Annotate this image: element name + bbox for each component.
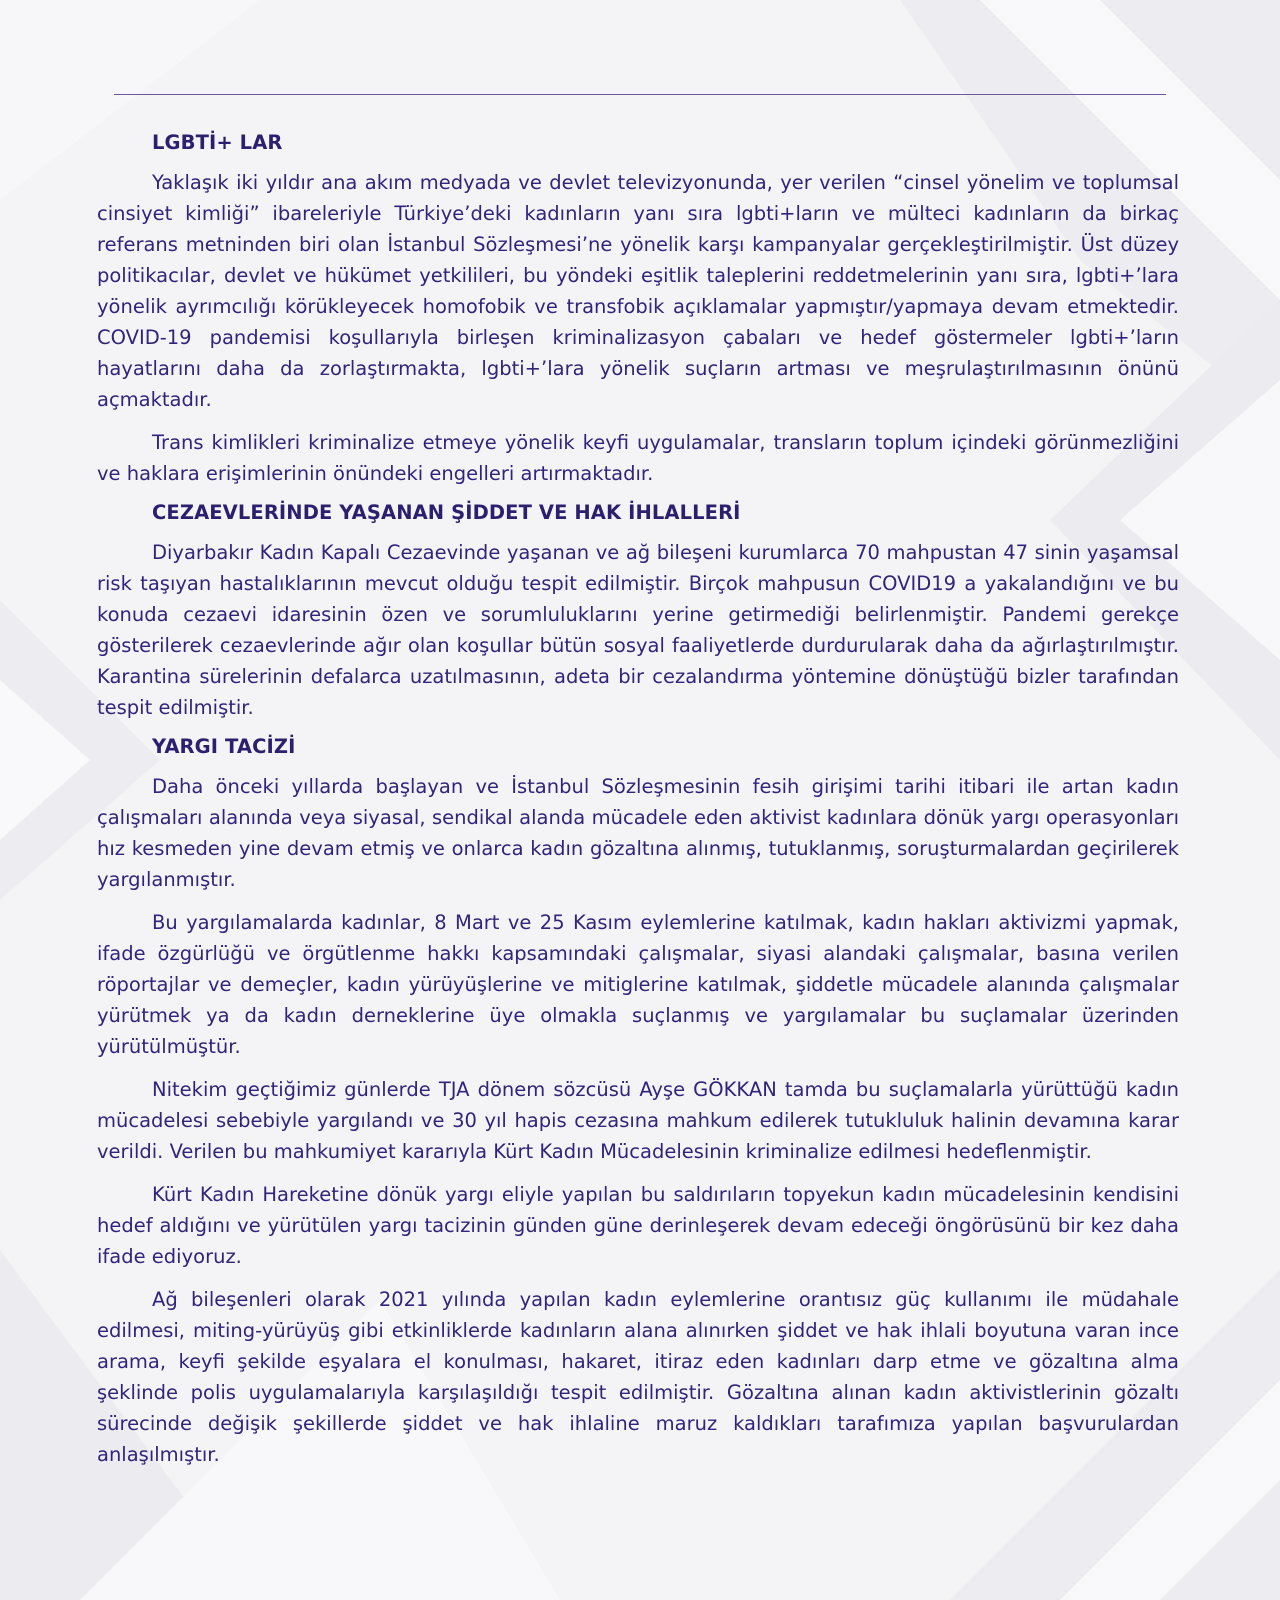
section-heading: CEZAEVLERİNDE YAŞANAN ŞİDDET VE HAK İHLALLERİ <box>152 501 741 524</box>
paragraph: Nitekim geçtiğimiz günlerde TJA dönem sözcüsü Ayşe GÖKKAN tamda bu suçlamalarla yürüttüğü kadın mücadelesi sebebiyle yargılandı ve 30 yıl hapis cezasına mahkum edilerek tutukluluk halinin devamına karar verildi. Verilen bu mahkumiyet kararıyla Kürt Kadın Mücadelesinin kriminalize edilmesi hedeflenmiştir. <box>97 1078 1179 1163</box>
document-body <box>97 128 1179 1482</box>
section-prison-violations <box>97 498 1179 723</box>
section-heading: YARGI TACİZİ <box>152 735 296 758</box>
top-divider <box>114 94 1166 95</box>
section-judicial-harassment <box>97 732 1179 1470</box>
paragraph: Yaklaşık iki yıldır ana akım medyada ve devlet televizyonunda, yer verilen “cinsel yönelim ve toplumsal cinsiyet kimliği” ibareleriyle Türkiye’deki kadınların yanı sıra lgbti+ların ve mülteci kadınların da birkaç referans metninden biri olan İstanbul Sözleşmesi’ne yönelik karşı kampanyalar gerçekleştirilmiştir. Üst düzey politikacılar, devlet ve hükümet yetkilileri, bu yöndeki eşitlik taleplerini reddetmelerinin yanı sıra, lgbti+’lara yönelik ayrımcılığı körükleyecek homofobik ve transfobik açıklamalar yapmıştır/yapmaya devam etmektedir. COVID-19 pandemisi koşullarıyla birleşen kriminalizasyon çabaları ve hedef göstermeler lgbti+’ların hayatlarını daha da zorlaştırmakta, lgbti+’lara yönelik suçların artması ve meşrulaştırılmasının önünü açmaktadır. <box>97 171 1179 411</box>
paragraph: Bu yargılamalarda kadınlar, 8 Mart ve 25 Kasım eylemlerine katılmak, kadın hakları aktivizmi yapmak, ifade özgürlüğü ve örgütlenme hakkı kapsamındaki çalışmalar, siyasi alandaki çalışmalar, basına verilen röportajlar ve demeçler, kadın yürüyüşlerine ve mitiglerine katılmak, şiddetle mücadele alanında çalışmalar yürütmek ya da kadın derneklerine üye olmakla suçlanmış ve yargılamalar bu suçlamalar üzerinden yürütülmüştür. <box>97 911 1179 1058</box>
section-heading: LGBTİ+ LAR <box>152 131 283 154</box>
paragraph: Ağ bileşenleri olarak 2021 yılında yapılan kadın eylemlerine orantısız güç kullanımı ile müdahale edilmesi, miting-yürüyüş gibi etkinliklerde kadınların alana alınırken şiddet ve hak ihlali boyutuna varan ince arama, keyfi şekilde eşyalara el konulması, hakaret, itiraz eden kadınları darp etme ve gözaltına alma şeklinde polis uygulamalarıyla karşılaşıldığı tespit edilmiştir. Gözaltına alınan kadın aktivistlerinin gözaltı sürecinde değişik şekillerde şiddet ve hak ihlaline maruz kaldıkları tarafımıza yapılan başvurulardan anlaşılmıştır. <box>97 1288 1179 1466</box>
paragraph: Kürt Kadın Hareketine dönük yargı eliyle yapılan bu saldırıların topyekun kadın mücadelesinin kendisini hedef aldığını ve yürütülen yargı tacizinin günden güne derinleşerek devam edeceği öngörüsünü bir kez daha ifade ediyoruz. <box>97 1183 1179 1268</box>
paragraph: Daha önceki yıllarda başlayan ve İstanbul Sözleşmesinin fesih girişimi tarihi itibari ile artan kadın çalışmaları alanında veya siyasal, sendikal alanda mücadele eden aktivist kadınlara dönük yargı operasyonları hız kesmeden yine devam etmiş ve onlarca kadın gözaltına alınmış, tutuklanmış, soruşturmalardan geçirilerek yargılanmıştır. <box>97 775 1179 891</box>
section-lgbti <box>97 128 1179 489</box>
paragraph: Trans kimlikleri kriminalize etmeye yönelik keyfi uygulamalar, transların toplum içindeki görünmezliğini ve haklara erişimlerinin önündeki engelleri artırmaktadır. <box>97 431 1179 485</box>
paragraph: Diyarbakır Kadın Kapalı Cezaevinde yaşanan ve ağ bileşeni kurumlarca 70 mahpustan 47 sinin yaşamsal risk taşıyan hastalıklarının mevcut olduğu tespit edilmiştir. Birçok mahpusun COVID19 a yakalandığını ve bu konuda cezaevi idaresinin özen ve sorumluluklarını yerine getirmediği belirlenmiştir. Pandemi gerekçe gösterilerek cezaevlerinde ağır olan koşullar bütün sosyal faaliyetlerde durdurularak daha da ağırlaştırılmıştır. Karantina sürelerinin defalarca uzatılmasının, adeta bir cezalandırma yöntemine dönüştüğü bizler tarafından tespit edilmiştir. <box>97 541 1179 719</box>
